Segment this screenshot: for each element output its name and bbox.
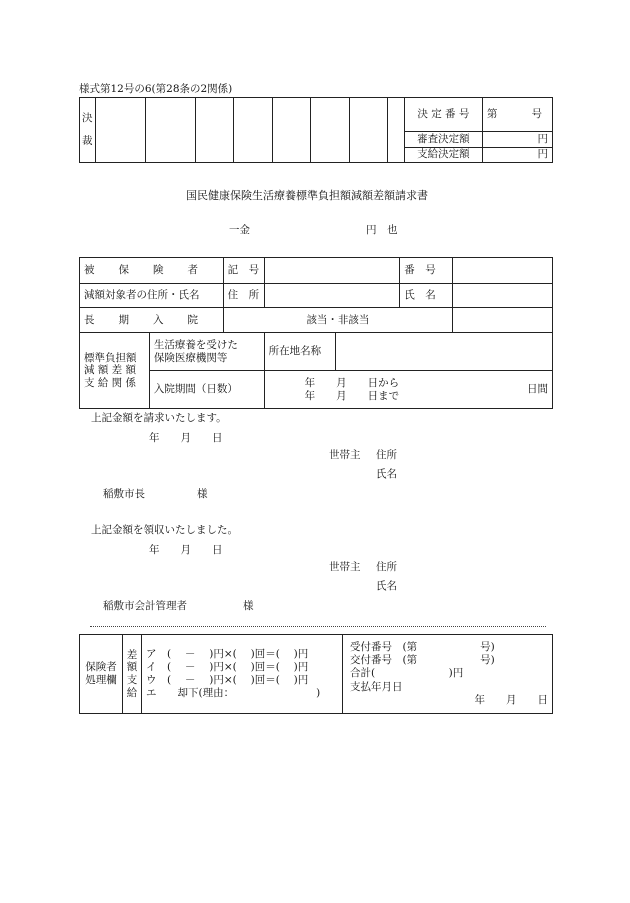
request-householder: 世帯主 [329,449,361,461]
target-address-value[interactable] [264,284,400,308]
insured-label: 被 保 険 者 [80,258,224,284]
target-label: 減額対象者の住所・氏名 [80,284,224,308]
kigo-value[interactable] [264,258,400,284]
decision-number-prefix: 第 [486,108,498,121]
decision-label [80,98,96,163]
bango-value[interactable] [453,258,553,284]
stamp-box-3 [195,98,233,163]
diff-char-1: 差 [126,648,138,661]
group-label-line3: 支 給 関 係 [84,376,137,389]
receipt-householder: 世帯主 [329,561,361,573]
review-amount-label: 審査決定額 [404,132,482,147]
calc-cell [142,635,343,714]
name-label: 氏 名 [400,284,453,308]
pay-date: 年 月 日 [474,693,548,706]
stamp-box-8 [388,98,405,163]
group-label [80,333,150,409]
decision-number-value [482,98,552,132]
receipt-number: 受付番号 (第 号) [350,641,495,654]
diff-char-4: 給 [126,686,138,699]
diff-char-2: 額 [126,661,138,674]
group-label-line2: 減 額 差 額 [84,364,137,377]
calc-line-d: エ 却下(理由： ) [146,687,321,700]
office-label-line2: 処理欄 [85,674,117,686]
issue-number: 交付番号 (第 号) [350,654,495,667]
amount-suffix: 円 也 [366,224,398,236]
office-table [79,634,553,714]
hospital-blank [453,308,553,333]
stamp-box-6 [311,98,349,163]
form-id: 様式第12号の6(第28条の2関係) [79,83,233,95]
main-form-table [79,257,553,409]
receipt-statement: 上記金額を領収いたしました。 [91,524,238,536]
stamp-box-7 [349,98,387,163]
receipt-addressee: 稲敷市会計管理者 [103,600,187,612]
address-label: 住 所 [223,284,264,308]
request-name-label: 氏名 [376,468,397,480]
request-address-label: 住所 [376,449,397,461]
office-label [80,635,123,714]
diff-char-3: 支 [126,674,138,686]
bango-label: 番 号 [400,258,453,284]
office-info-cell [343,635,553,714]
decision-label-bottom: 裁 [82,135,93,147]
receipt-name-label: 氏名 [376,580,397,592]
pay-amount-label: 支給決定額 [404,147,482,162]
separator-line [90,626,546,627]
hospital-value[interactable]: 該当・非該当 [223,308,453,333]
review-amount-value: 円 [482,132,552,147]
decision-number-label: 決 定 番 号 [404,98,482,132]
period-days: 日間 [527,383,548,395]
facility-label-line2: 保険医療機関等 [153,351,228,364]
receipt-honorific: 様 [243,600,254,612]
stamp-box-5 [272,98,310,163]
receipt-address-label: 住所 [376,561,397,573]
request-honorific: 様 [197,488,208,500]
decision-label-top: 決 [82,112,93,125]
total-amount: 合計( )円 [350,667,464,680]
calc-line-b: イ ( － )円×( )回＝( )円 [146,660,309,673]
request-statement: 上記金額を請求いたします。 [91,412,227,424]
office-label-line1: 保険者 [85,661,117,674]
target-name-value[interactable] [453,284,553,308]
period-from: 年 月 日から [304,376,400,389]
page-title: 国民健康保険生活療養標準負担額減額差額請求書 [186,189,428,202]
receipt-date: 年 月 日 [149,544,223,556]
group-label-line1: 標準負担額 [84,351,137,364]
stamp-box-4 [234,98,272,163]
location-value[interactable] [336,333,553,371]
period-to: 年 月 日まで [304,389,400,402]
stamp-box-2 [145,98,195,163]
amount-prefix: 一金 [229,224,250,236]
stamp-box-1 [95,98,145,163]
kigo-label: 記 号 [223,258,264,284]
calc-line-c: ウ ( － )円×( )回＝( )円 [146,674,309,686]
request-date: 年 月 日 [149,432,223,444]
period-label: 入院期間（日数） [149,371,264,409]
pay-amount-value: 円 [482,147,552,162]
decision-table [79,97,553,163]
calc-line-a: ア ( － )円×( )回＝( )円 [146,647,309,660]
pay-date-label: 支払年月日 [350,680,403,693]
location-label: 所在地名称 [264,333,336,371]
period-value[interactable] [264,371,552,409]
facility-label-line1: 生活療養を受けた [153,338,238,351]
diff-label [123,635,142,714]
facility-label [149,333,264,371]
decision-number-suffix: 号 [531,108,542,121]
hospital-label: 長 期 入 院 [80,308,224,333]
request-addressee: 稲敷市長 [103,488,145,500]
